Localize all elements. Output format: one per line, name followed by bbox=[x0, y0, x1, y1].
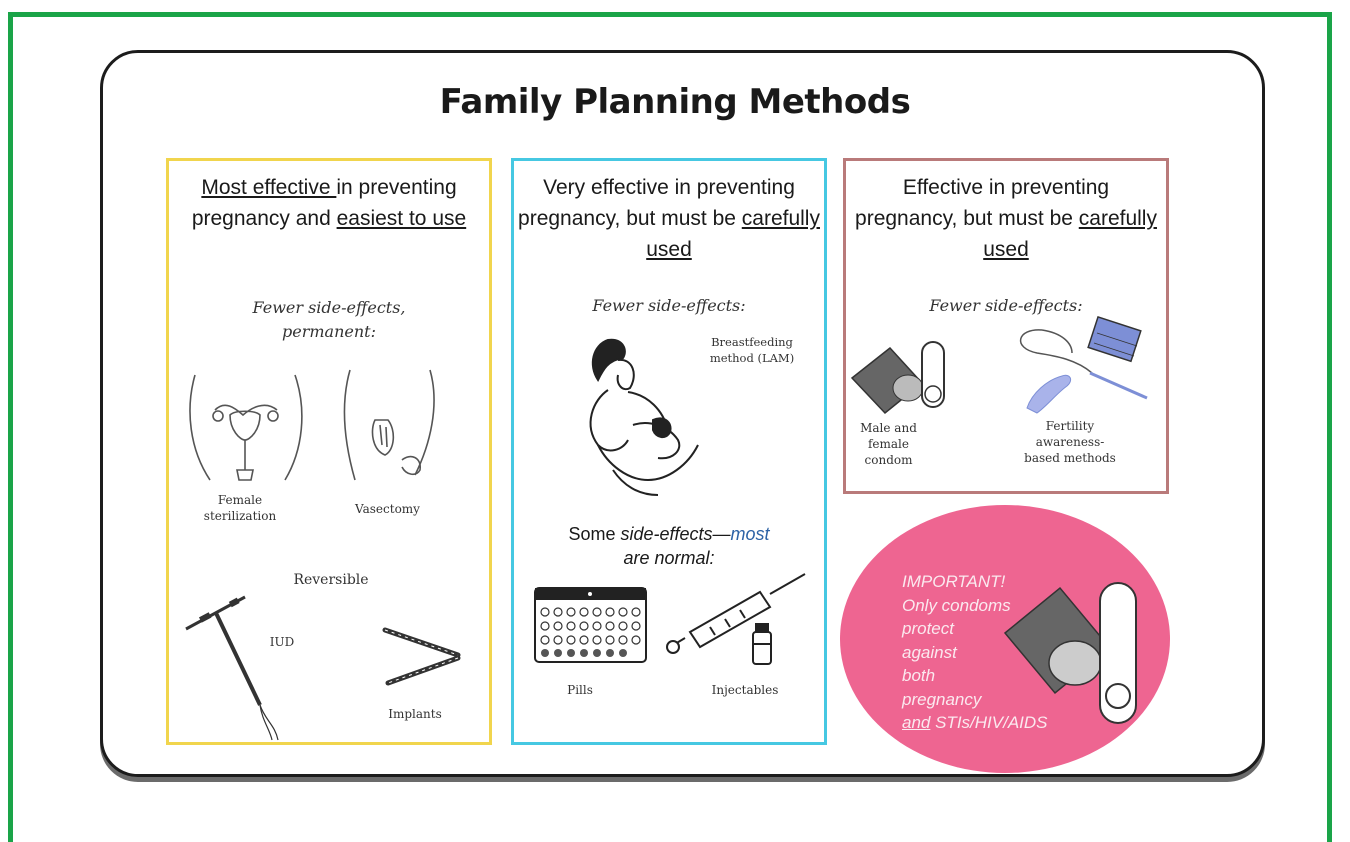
text-part: most bbox=[730, 524, 770, 544]
breastfeeding-icon bbox=[578, 330, 708, 500]
subtitle-line: permanent: bbox=[282, 322, 376, 341]
vasectomy-label: Vasectomy bbox=[355, 502, 420, 516]
important-text bbox=[902, 570, 1072, 735]
label-line: Breastfeeding bbox=[711, 335, 793, 349]
text-part: — bbox=[712, 524, 731, 544]
implants-icon bbox=[380, 625, 465, 690]
text-line: protect bbox=[902, 619, 954, 638]
text-line: against bbox=[902, 642, 957, 662]
label-line: based methods bbox=[1024, 451, 1116, 465]
text-line: STIs/HIV/AIDS bbox=[930, 713, 1048, 732]
some-side-effects-text bbox=[511, 522, 827, 570]
condom-label bbox=[856, 420, 921, 468]
header-middle: in preventing pregnancy and bbox=[191, 176, 457, 230]
subtitle-fewer-side-effects: Fewer side-effects: bbox=[592, 296, 746, 315]
subtitle-fewer-side-effects: Fewer side-effects: bbox=[929, 296, 1083, 315]
text-part: side-effects bbox=[620, 524, 713, 544]
iud-icon bbox=[180, 585, 290, 740]
header-carefully-used: carefully used bbox=[646, 207, 820, 261]
text-part: Some bbox=[568, 524, 621, 544]
label-line: female bbox=[867, 437, 909, 451]
label-line: sterilization bbox=[203, 509, 277, 523]
pills-label: Pills bbox=[567, 683, 593, 697]
text-line: IMPORTANT! bbox=[902, 572, 1006, 591]
column-3-header bbox=[850, 172, 1162, 265]
fertility-awareness-label bbox=[1010, 418, 1130, 466]
text-line: pregnancy bbox=[902, 689, 982, 709]
header-middle: Effective in preventing pregnancy, but must be bbox=[855, 176, 1110, 230]
injectables-icon bbox=[665, 572, 810, 677]
label-line: awareness- bbox=[1035, 435, 1105, 449]
iud-label: IUD bbox=[269, 635, 295, 649]
label-line: Female bbox=[217, 493, 263, 507]
text-line: Only condoms bbox=[902, 595, 1011, 615]
vasectomy-icon bbox=[330, 365, 445, 485]
column-2-header bbox=[518, 172, 820, 265]
label-line: Fertility bbox=[1045, 419, 1095, 433]
label-line: method (LAM) bbox=[709, 351, 795, 365]
text-part: are normal: bbox=[623, 548, 715, 568]
text-line: and bbox=[902, 713, 931, 732]
fertility-awareness-icon bbox=[1012, 318, 1152, 418]
subtitle-line: Fewer side-effects, bbox=[252, 298, 406, 317]
reversible-label: Reversible bbox=[293, 572, 369, 588]
header-middle: Very effective in preventing pregnancy, but must be bbox=[518, 176, 795, 230]
lam-label bbox=[692, 334, 812, 366]
text-line: both bbox=[902, 666, 936, 685]
page-title: Family Planning Methods bbox=[439, 82, 911, 122]
subtitle-permanent bbox=[166, 296, 492, 344]
pills-icon bbox=[533, 586, 648, 664]
injectables-label: Injectables bbox=[711, 683, 779, 697]
female-sterilization-icon bbox=[185, 370, 310, 485]
label-line: Male and bbox=[860, 421, 917, 435]
header-carefully-used: carefully used bbox=[983, 207, 1157, 261]
female-sterilization-label bbox=[190, 492, 290, 524]
column-1-header bbox=[169, 172, 489, 234]
condom-icon bbox=[850, 338, 960, 418]
header-most-effective: Most effective bbox=[201, 176, 337, 199]
header-easiest: easiest to use bbox=[336, 207, 467, 230]
label-line: condom bbox=[864, 453, 913, 467]
implants-label: Implants bbox=[388, 707, 442, 721]
